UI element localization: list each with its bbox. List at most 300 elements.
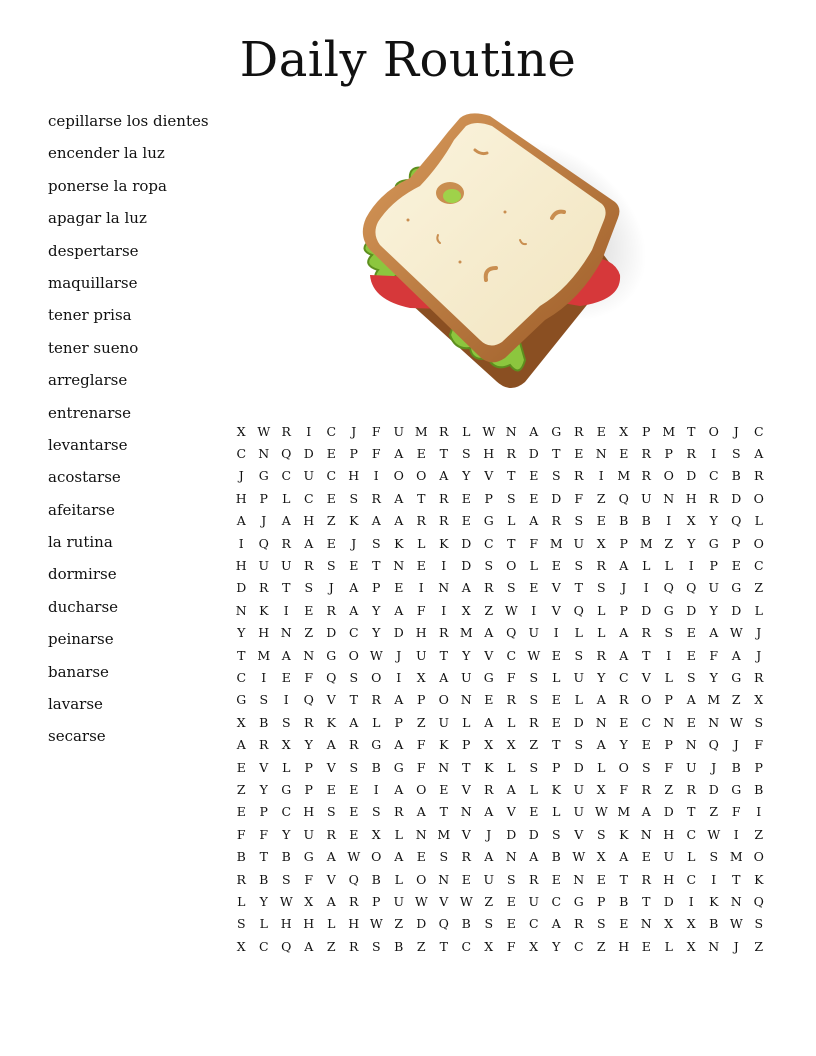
- grid-letter[interactable]: Y: [372, 602, 381, 618]
- grid-letter[interactable]: Q: [438, 916, 449, 932]
- grid-letter[interactable]: M: [729, 849, 743, 865]
- grid-letter[interactable]: S: [349, 490, 359, 506]
- grid-letter[interactable]: G: [731, 669, 742, 685]
- grid-letter[interactable]: R: [259, 737, 269, 753]
- grid-letter[interactable]: O: [416, 468, 427, 484]
- grid-letter[interactable]: C: [641, 714, 652, 730]
- grid-letter[interactable]: S: [326, 804, 336, 820]
- grid-letter[interactable]: A: [394, 446, 404, 462]
- grid-letter[interactable]: Z: [416, 714, 426, 730]
- grid-letter[interactable]: C: [326, 468, 337, 484]
- grid-letter[interactable]: V: [326, 871, 336, 887]
- grid-letter[interactable]: S: [574, 558, 584, 574]
- grid-letter[interactable]: F: [416, 602, 426, 618]
- grid-letter[interactable]: S: [506, 490, 516, 506]
- grid-letter[interactable]: T: [687, 423, 696, 439]
- grid-letter[interactable]: U: [303, 468, 315, 484]
- grid-letter[interactable]: P: [619, 535, 628, 551]
- grid-letter[interactable]: O: [416, 871, 427, 887]
- grid-letter[interactable]: J: [261, 513, 267, 529]
- grid-letter[interactable]: X: [236, 714, 246, 730]
- grid-letter[interactable]: N: [708, 938, 720, 954]
- grid-letter[interactable]: J: [621, 580, 627, 596]
- grid-letter[interactable]: R: [506, 446, 516, 462]
- grid-letter[interactable]: T: [237, 647, 246, 663]
- grid-letter[interactable]: E: [326, 490, 336, 506]
- grid-letter[interactable]: U: [573, 781, 585, 797]
- grid-letter[interactable]: R: [686, 781, 696, 797]
- grid-letter[interactable]: N: [235, 602, 247, 618]
- grid-letter[interactable]: A: [349, 580, 359, 596]
- grid-letter[interactable]: C: [281, 804, 292, 820]
- grid-letter[interactable]: A: [686, 692, 696, 708]
- grid-letter[interactable]: Y: [462, 647, 471, 663]
- grid-letter[interactable]: X: [506, 737, 516, 753]
- grid-letter[interactable]: I: [553, 625, 559, 641]
- grid-letter[interactable]: I: [688, 558, 694, 574]
- grid-letter[interactable]: P: [259, 490, 268, 506]
- grid-letter[interactable]: Z: [754, 580, 764, 596]
- grid-letter[interactable]: V: [484, 647, 494, 663]
- grid-letter[interactable]: B: [619, 513, 629, 529]
- grid-letter[interactable]: K: [754, 871, 764, 887]
- grid-letter[interactable]: E: [551, 714, 561, 730]
- grid-letter[interactable]: X: [461, 602, 471, 618]
- grid-letter[interactable]: P: [304, 781, 313, 797]
- grid-letter[interactable]: E: [686, 647, 696, 663]
- grid-letter[interactable]: S: [574, 647, 584, 663]
- grid-letter[interactable]: G: [371, 737, 382, 753]
- grid-letter[interactable]: X: [596, 535, 606, 551]
- grid-letter[interactable]: A: [619, 647, 629, 663]
- grid-letter[interactable]: H: [280, 916, 292, 932]
- grid-letter[interactable]: N: [685, 737, 697, 753]
- grid-letter[interactable]: Z: [326, 938, 336, 954]
- grid-letter[interactable]: F: [529, 535, 539, 551]
- grid-letter[interactable]: R: [236, 871, 246, 887]
- grid-letter[interactable]: G: [281, 781, 292, 797]
- grid-letter[interactable]: A: [439, 669, 449, 685]
- grid-letter[interactable]: C: [618, 669, 629, 685]
- grid-letter[interactable]: Y: [372, 625, 381, 641]
- grid-letter[interactable]: H: [348, 468, 360, 484]
- grid-letter[interactable]: E: [574, 446, 584, 462]
- grid-letter[interactable]: X: [686, 916, 696, 932]
- grid-letter[interactable]: S: [574, 513, 584, 529]
- grid-letter[interactable]: P: [664, 692, 673, 708]
- grid-letter[interactable]: D: [686, 468, 697, 484]
- grid-letter[interactable]: R: [551, 513, 561, 529]
- grid-letter[interactable]: F: [574, 490, 584, 506]
- grid-letter[interactable]: F: [259, 826, 269, 842]
- grid-letter[interactable]: Q: [753, 893, 764, 909]
- grid-letter[interactable]: E: [551, 558, 561, 574]
- grid-letter[interactable]: X: [484, 938, 494, 954]
- grid-letter[interactable]: S: [371, 938, 381, 954]
- grid-letter[interactable]: A: [394, 692, 404, 708]
- grid-letter[interactable]: Y: [462, 468, 471, 484]
- grid-letter[interactable]: K: [326, 714, 336, 730]
- grid-letter[interactable]: Z: [596, 490, 606, 506]
- grid-letter[interactable]: P: [372, 893, 381, 909]
- grid-letter[interactable]: E: [236, 804, 246, 820]
- grid-letter[interactable]: Z: [731, 692, 741, 708]
- grid-letter[interactable]: L: [237, 893, 246, 909]
- grid-letter[interactable]: M: [707, 692, 721, 708]
- grid-letter[interactable]: H: [303, 916, 315, 932]
- grid-letter[interactable]: T: [349, 692, 358, 708]
- grid-letter[interactable]: S: [551, 468, 561, 484]
- grid-letter[interactable]: I: [418, 580, 424, 596]
- grid-letter[interactable]: M: [459, 625, 473, 641]
- grid-letter[interactable]: N: [460, 692, 472, 708]
- grid-letter[interactable]: S: [596, 580, 606, 596]
- grid-letter[interactable]: A: [619, 558, 629, 574]
- grid-letter[interactable]: A: [394, 849, 404, 865]
- grid-letter[interactable]: A: [484, 714, 494, 730]
- grid-letter[interactable]: P: [484, 490, 493, 506]
- grid-letter[interactable]: K: [394, 535, 404, 551]
- grid-letter[interactable]: L: [574, 692, 583, 708]
- grid-letter[interactable]: X: [236, 423, 246, 439]
- grid-letter[interactable]: F: [754, 737, 764, 753]
- grid-letter[interactable]: B: [461, 916, 471, 932]
- grid-letter[interactable]: C: [573, 938, 584, 954]
- grid-letter[interactable]: D: [303, 446, 314, 462]
- grid-letter[interactable]: S: [506, 871, 516, 887]
- grid-letter[interactable]: N: [708, 714, 720, 730]
- grid-letter[interactable]: I: [373, 468, 379, 484]
- grid-letter[interactable]: S: [664, 625, 674, 641]
- grid-letter[interactable]: I: [441, 602, 447, 618]
- grid-letter[interactable]: R: [574, 468, 584, 484]
- grid-letter[interactable]: X: [484, 737, 494, 753]
- grid-letter[interactable]: G: [708, 535, 719, 551]
- grid-letter[interactable]: Q: [326, 669, 337, 685]
- grid-letter[interactable]: S: [484, 916, 494, 932]
- grid-letter[interactable]: A: [619, 849, 629, 865]
- grid-letter[interactable]: P: [394, 714, 403, 730]
- grid-letter[interactable]: D: [708, 781, 719, 797]
- grid-letter[interactable]: R: [259, 580, 269, 596]
- grid-letter[interactable]: W: [369, 916, 383, 932]
- grid-letter[interactable]: B: [259, 871, 269, 887]
- grid-letter[interactable]: T: [439, 938, 448, 954]
- grid-letter[interactable]: F: [236, 826, 246, 842]
- grid-letter[interactable]: L: [597, 602, 606, 618]
- grid-letter[interactable]: R: [304, 558, 314, 574]
- grid-letter[interactable]: R: [461, 849, 471, 865]
- grid-letter[interactable]: X: [754, 692, 764, 708]
- grid-letter[interactable]: S: [506, 580, 516, 596]
- grid-letter[interactable]: V: [461, 781, 471, 797]
- grid-letter[interactable]: T: [574, 580, 583, 596]
- grid-letter[interactable]: E: [551, 871, 561, 887]
- grid-letter[interactable]: H: [663, 826, 675, 842]
- grid-letter[interactable]: Z: [529, 737, 539, 753]
- grid-letter[interactable]: H: [348, 916, 360, 932]
- grid-letter[interactable]: X: [619, 423, 629, 439]
- grid-letter[interactable]: C: [236, 669, 247, 685]
- grid-letter[interactable]: W: [572, 849, 586, 865]
- grid-letter[interactable]: R: [619, 692, 629, 708]
- grid-letter[interactable]: P: [349, 446, 358, 462]
- grid-letter[interactable]: Z: [304, 625, 314, 641]
- grid-letter[interactable]: E: [529, 468, 539, 484]
- grid-letter[interactable]: L: [462, 714, 471, 730]
- grid-letter[interactable]: A: [304, 938, 314, 954]
- grid-letter[interactable]: D: [551, 490, 562, 506]
- grid-letter[interactable]: G: [573, 893, 584, 909]
- grid-letter[interactable]: V: [574, 826, 584, 842]
- grid-letter[interactable]: S: [484, 558, 494, 574]
- grid-letter[interactable]: Y: [709, 669, 718, 685]
- grid-letter[interactable]: A: [529, 849, 539, 865]
- grid-letter[interactable]: A: [349, 602, 359, 618]
- grid-letter[interactable]: W: [257, 423, 271, 439]
- grid-letter[interactable]: S: [439, 849, 449, 865]
- grid-letter[interactable]: J: [733, 423, 739, 439]
- grid-letter[interactable]: A: [394, 602, 404, 618]
- grid-letter[interactable]: P: [732, 535, 741, 551]
- grid-letter[interactable]: N: [415, 826, 427, 842]
- grid-letter[interactable]: V: [439, 893, 449, 909]
- grid-letter[interactable]: K: [709, 893, 719, 909]
- grid-letter[interactable]: H: [618, 938, 630, 954]
- grid-letter[interactable]: R: [596, 558, 606, 574]
- grid-letter[interactable]: L: [597, 759, 606, 775]
- grid-letter[interactable]: C: [326, 423, 337, 439]
- grid-letter[interactable]: S: [304, 580, 314, 596]
- grid-letter[interactable]: C: [506, 647, 517, 663]
- grid-letter[interactable]: E: [529, 804, 539, 820]
- grid-letter[interactable]: O: [506, 558, 517, 574]
- grid-letter[interactable]: C: [528, 916, 539, 932]
- grid-letter[interactable]: Z: [754, 938, 764, 954]
- grid-letter[interactable]: U: [663, 849, 675, 865]
- grid-letter[interactable]: I: [756, 804, 762, 820]
- grid-letter[interactable]: L: [754, 602, 763, 618]
- grid-letter[interactable]: R: [326, 826, 336, 842]
- grid-letter[interactable]: U: [303, 826, 315, 842]
- grid-letter[interactable]: B: [619, 893, 629, 909]
- grid-letter[interactable]: P: [372, 580, 381, 596]
- grid-letter[interactable]: P: [417, 692, 426, 708]
- grid-letter[interactable]: L: [597, 625, 606, 641]
- grid-letter[interactable]: V: [551, 602, 561, 618]
- grid-letter[interactable]: E: [596, 423, 606, 439]
- grid-letter[interactable]: Q: [258, 535, 269, 551]
- grid-letter[interactable]: Z: [596, 938, 606, 954]
- grid-letter[interactable]: E: [641, 737, 651, 753]
- grid-letter[interactable]: Q: [686, 580, 697, 596]
- grid-letter[interactable]: U: [438, 714, 450, 730]
- grid-letter[interactable]: S: [686, 669, 696, 685]
- grid-letter[interactable]: G: [731, 580, 742, 596]
- grid-letter[interactable]: A: [281, 647, 291, 663]
- grid-letter[interactable]: N: [303, 647, 315, 663]
- grid-letter[interactable]: A: [754, 446, 764, 462]
- grid-letter[interactable]: E: [529, 580, 539, 596]
- grid-letter[interactable]: U: [393, 423, 405, 439]
- grid-letter[interactable]: W: [414, 893, 428, 909]
- grid-letter[interactable]: B: [709, 916, 719, 932]
- grid-letter[interactable]: E: [439, 781, 449, 797]
- grid-letter[interactable]: J: [733, 938, 739, 954]
- grid-letter[interactable]: B: [551, 849, 561, 865]
- grid-letter[interactable]: U: [528, 625, 540, 641]
- grid-letter[interactable]: I: [283, 692, 289, 708]
- grid-letter[interactable]: Q: [281, 938, 292, 954]
- grid-letter[interactable]: B: [754, 781, 764, 797]
- grid-letter[interactable]: W: [347, 849, 361, 865]
- grid-letter[interactable]: E: [349, 558, 359, 574]
- grid-letter[interactable]: E: [506, 916, 516, 932]
- grid-letter[interactable]: D: [663, 893, 674, 909]
- grid-letter[interactable]: R: [641, 625, 651, 641]
- grid-letter[interactable]: E: [596, 871, 606, 887]
- grid-letter[interactable]: T: [259, 849, 268, 865]
- grid-letter[interactable]: M: [549, 535, 563, 551]
- grid-letter[interactable]: D: [326, 625, 337, 641]
- grid-letter[interactable]: V: [506, 804, 516, 820]
- grid-letter[interactable]: Q: [506, 625, 517, 641]
- grid-letter[interactable]: E: [551, 647, 561, 663]
- grid-letter[interactable]: T: [439, 647, 448, 663]
- grid-letter[interactable]: N: [730, 893, 742, 909]
- grid-letter[interactable]: R: [641, 871, 651, 887]
- grid-letter[interactable]: D: [236, 580, 247, 596]
- grid-letter[interactable]: X: [686, 938, 696, 954]
- grid-letter[interactable]: A: [416, 804, 426, 820]
- grid-letter[interactable]: E: [326, 535, 336, 551]
- grid-letter[interactable]: S: [641, 759, 651, 775]
- grid-letter[interactable]: E: [506, 893, 516, 909]
- grid-letter[interactable]: D: [528, 826, 539, 842]
- grid-letter[interactable]: A: [326, 893, 336, 909]
- grid-letter[interactable]: H: [303, 804, 315, 820]
- grid-letter[interactable]: B: [236, 849, 246, 865]
- grid-letter[interactable]: H: [663, 871, 675, 887]
- grid-letter[interactable]: J: [756, 647, 762, 663]
- grid-letter[interactable]: E: [461, 490, 471, 506]
- grid-letter[interactable]: Q: [618, 490, 629, 506]
- grid-letter[interactable]: S: [596, 826, 606, 842]
- grid-letter[interactable]: G: [663, 602, 674, 618]
- grid-letter[interactable]: A: [439, 468, 449, 484]
- grid-letter[interactable]: F: [304, 871, 314, 887]
- grid-letter[interactable]: N: [460, 804, 472, 820]
- grid-letter[interactable]: R: [529, 871, 539, 887]
- grid-letter[interactable]: T: [507, 535, 516, 551]
- grid-letter[interactable]: C: [348, 625, 359, 641]
- grid-letter[interactable]: Z: [484, 602, 494, 618]
- grid-letter[interactable]: I: [666, 647, 672, 663]
- grid-letter[interactable]: Q: [573, 602, 584, 618]
- grid-letter[interactable]: E: [281, 669, 291, 685]
- grid-letter[interactable]: W: [527, 647, 541, 663]
- grid-letter[interactable]: H: [483, 446, 495, 462]
- grid-letter[interactable]: K: [259, 602, 269, 618]
- grid-letter[interactable]: R: [394, 804, 404, 820]
- grid-letter[interactable]: O: [416, 781, 427, 797]
- grid-letter[interactable]: K: [484, 759, 494, 775]
- grid-letter[interactable]: R: [439, 513, 449, 529]
- grid-letter[interactable]: I: [238, 535, 244, 551]
- grid-letter[interactable]: R: [326, 602, 336, 618]
- grid-letter[interactable]: T: [552, 737, 561, 753]
- grid-letter[interactable]: W: [729, 916, 743, 932]
- grid-letter[interactable]: B: [281, 849, 291, 865]
- grid-letter[interactable]: O: [618, 759, 629, 775]
- grid-letter[interactable]: A: [394, 737, 404, 753]
- grid-letter[interactable]: R: [281, 423, 291, 439]
- grid-letter[interactable]: A: [731, 647, 741, 663]
- grid-letter[interactable]: I: [666, 513, 672, 529]
- grid-letter[interactable]: I: [283, 602, 289, 618]
- grid-letter[interactable]: R: [754, 669, 764, 685]
- grid-letter[interactable]: T: [687, 804, 696, 820]
- grid-letter[interactable]: R: [304, 714, 314, 730]
- grid-letter[interactable]: Q: [348, 871, 359, 887]
- grid-letter[interactable]: Z: [484, 893, 494, 909]
- grid-letter[interactable]: E: [349, 781, 359, 797]
- grid-letter[interactable]: E: [416, 849, 426, 865]
- grid-letter[interactable]: E: [349, 804, 359, 820]
- grid-letter[interactable]: A: [529, 513, 539, 529]
- grid-letter[interactable]: V: [326, 692, 336, 708]
- grid-letter[interactable]: I: [711, 446, 717, 462]
- grid-letter[interactable]: R: [574, 423, 584, 439]
- grid-letter[interactable]: X: [416, 669, 426, 685]
- grid-letter[interactable]: D: [461, 535, 472, 551]
- grid-letter[interactable]: N: [595, 446, 607, 462]
- grid-letter[interactable]: X: [596, 781, 606, 797]
- grid-letter[interactable]: H: [685, 490, 697, 506]
- grid-letter[interactable]: A: [304, 535, 314, 551]
- grid-letter[interactable]: U: [573, 669, 585, 685]
- grid-letter[interactable]: Z: [326, 513, 336, 529]
- grid-letter[interactable]: W: [279, 893, 293, 909]
- grid-letter[interactable]: R: [484, 580, 494, 596]
- grid-letter[interactable]: W: [504, 602, 518, 618]
- grid-letter[interactable]: D: [731, 490, 742, 506]
- grid-letter[interactable]: X: [304, 893, 314, 909]
- grid-letter[interactable]: T: [619, 871, 628, 887]
- grid-letter[interactable]: U: [415, 647, 427, 663]
- grid-letter[interactable]: G: [326, 647, 337, 663]
- grid-letter[interactable]: L: [664, 669, 673, 685]
- grid-letter[interactable]: F: [416, 759, 426, 775]
- grid-letter[interactable]: P: [552, 759, 561, 775]
- grid-letter[interactable]: L: [372, 714, 381, 730]
- grid-letter[interactable]: L: [259, 916, 268, 932]
- grid-letter[interactable]: G: [258, 468, 269, 484]
- grid-letter[interactable]: P: [619, 602, 628, 618]
- grid-letter[interactable]: O: [753, 849, 764, 865]
- grid-letter[interactable]: O: [438, 692, 449, 708]
- grid-letter[interactable]: Y: [282, 826, 291, 842]
- grid-letter[interactable]: R: [574, 916, 584, 932]
- grid-letter[interactable]: D: [641, 602, 652, 618]
- grid-letter[interactable]: O: [393, 468, 404, 484]
- grid-letter[interactable]: W: [729, 625, 743, 641]
- grid-letter[interactable]: E: [596, 513, 606, 529]
- grid-letter[interactable]: E: [641, 938, 651, 954]
- grid-letter[interactable]: D: [573, 759, 584, 775]
- grid-letter[interactable]: L: [394, 871, 403, 887]
- grid-letter[interactable]: A: [506, 781, 516, 797]
